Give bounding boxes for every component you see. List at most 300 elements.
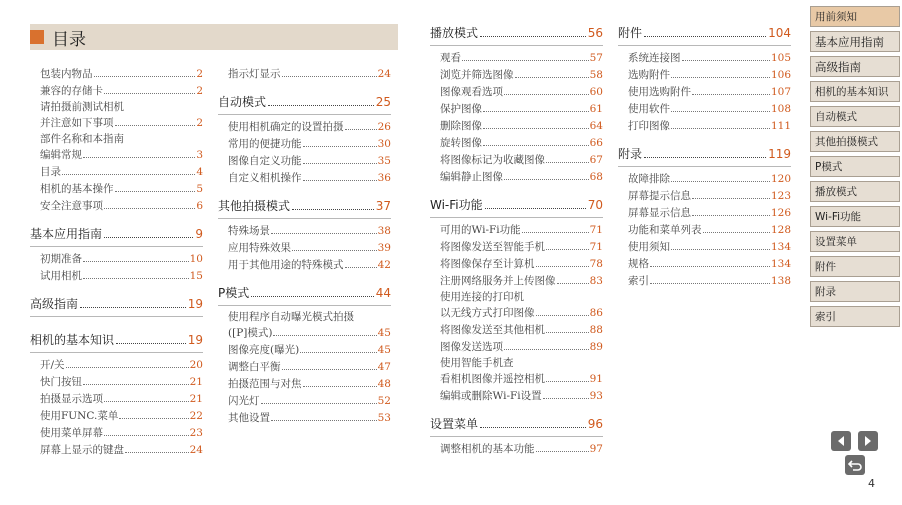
toc-entry-label: 编辑或删除Wi-Fi设置 bbox=[440, 390, 542, 402]
section-heading[interactable] bbox=[30, 331, 203, 348]
toc-entry-page: 10 bbox=[189, 253, 203, 265]
leader-dots bbox=[273, 335, 376, 336]
leader-dots bbox=[703, 232, 770, 233]
section-heading[interactable] bbox=[430, 196, 603, 213]
section-heading-label: 高级指南 bbox=[30, 297, 79, 311]
toc-entry[interactable] bbox=[30, 181, 203, 198]
section-page-number: 9 bbox=[195, 227, 203, 241]
toc-entry-page: 97 bbox=[589, 443, 603, 455]
toc-entry-page: 36 bbox=[377, 172, 391, 184]
toc-entry[interactable] bbox=[618, 256, 791, 273]
toc-entry-page: 53 bbox=[377, 412, 391, 424]
toc-entry[interactable] bbox=[30, 115, 203, 132]
leader-dots bbox=[671, 128, 770, 129]
toc-entry[interactable] bbox=[618, 50, 791, 67]
leader-dots bbox=[483, 145, 589, 146]
leader-dots bbox=[303, 180, 377, 181]
leader-dots bbox=[671, 111, 770, 112]
toc-entry-line: 部件名称和本指南 bbox=[40, 133, 124, 145]
section-heading[interactable] bbox=[430, 415, 603, 432]
section-heading-label: Wi-Fi功能 bbox=[430, 198, 483, 212]
leader-dots bbox=[345, 129, 377, 130]
toc-entry[interactable] bbox=[218, 376, 391, 393]
toc-entry-page: 45 bbox=[377, 344, 391, 356]
sidebar-tab[interactable]: P模式 bbox=[810, 156, 900, 177]
toc-entry-page: 2 bbox=[196, 117, 203, 129]
section-heading[interactable] bbox=[218, 284, 391, 301]
leader-dots bbox=[66, 367, 189, 368]
section-heading[interactable] bbox=[30, 295, 203, 312]
leader-dots bbox=[94, 76, 196, 77]
toc-entry[interactable] bbox=[30, 391, 203, 408]
toc-entry[interactable] bbox=[618, 101, 791, 118]
leader-dots bbox=[480, 427, 586, 428]
section-heading[interactable] bbox=[430, 24, 603, 41]
toc-entry[interactable] bbox=[218, 240, 391, 257]
toc-entry-page: 83 bbox=[589, 275, 603, 287]
section-page-number: 44 bbox=[375, 286, 391, 300]
section-gap bbox=[30, 321, 203, 331]
section-page-number: 19 bbox=[187, 297, 203, 311]
toc-entry-page: 105 bbox=[770, 52, 791, 64]
leader-dots bbox=[292, 209, 374, 210]
toc-entry[interactable] bbox=[430, 101, 603, 118]
leader-dots bbox=[692, 94, 770, 95]
toc-entry[interactable] bbox=[30, 374, 203, 391]
section-gap bbox=[218, 274, 391, 284]
leader-dots bbox=[650, 266, 770, 267]
toc-entry-label: ([P]模式) bbox=[228, 327, 273, 339]
toc-entry[interactable] bbox=[618, 67, 791, 84]
toc-entry-page: 107 bbox=[770, 86, 791, 98]
toc-entry-label: 屏幕上显示的键盘 bbox=[40, 444, 124, 456]
triangle-left-icon bbox=[835, 435, 847, 447]
toc-entry[interactable] bbox=[618, 188, 791, 205]
leader-dots bbox=[83, 261, 189, 262]
section-heading-label: P模式 bbox=[218, 286, 250, 300]
toc-entry-page: 48 bbox=[377, 378, 391, 390]
toc-entry-page: 66 bbox=[589, 137, 603, 149]
section-heading-label: 设置菜单 bbox=[430, 417, 479, 431]
toc-entry[interactable] bbox=[30, 164, 203, 181]
toc-entry-page: 111 bbox=[770, 120, 791, 132]
toc-entry-page: 20 bbox=[189, 359, 203, 371]
toc-entry-page: 38 bbox=[377, 225, 391, 237]
toc-entry[interactable] bbox=[430, 152, 603, 169]
sidebar-tab[interactable]: 用前须知 bbox=[810, 6, 900, 27]
toc-entry-page: 6 bbox=[196, 200, 203, 212]
toc-entry-page: 58 bbox=[589, 69, 603, 81]
section-heading[interactable] bbox=[618, 24, 791, 41]
toc-entry-page: 134 bbox=[770, 258, 791, 270]
leader-dots bbox=[115, 191, 196, 192]
section-divider bbox=[430, 45, 603, 46]
toc-entry[interactable] bbox=[30, 408, 203, 425]
toc-entry-page: 47 bbox=[377, 361, 391, 373]
toc-entry-page: 30 bbox=[377, 138, 391, 150]
section-page-number: 25 bbox=[375, 95, 391, 109]
section-page-number: 70 bbox=[587, 198, 603, 212]
leader-dots bbox=[546, 332, 589, 333]
sidebar-nav bbox=[810, 6, 900, 331]
toc-entry[interactable] bbox=[618, 239, 791, 256]
toc-entry[interactable] bbox=[218, 257, 391, 274]
section-heading[interactable] bbox=[30, 225, 203, 242]
toc-entry-label: 规格 bbox=[628, 258, 649, 270]
toc-entry-label: 闪光灯 bbox=[228, 395, 260, 407]
toc-entry[interactable] bbox=[430, 322, 603, 339]
toc-entry-page: 86 bbox=[589, 307, 603, 319]
toc-entry[interactable] bbox=[430, 222, 603, 239]
toc-entry[interactable] bbox=[218, 410, 391, 427]
toc-entry-label: 索引 bbox=[628, 275, 649, 287]
leader-dots bbox=[522, 232, 589, 233]
leader-dots bbox=[80, 307, 186, 308]
toc-entry-label: 可用的Wi-Fi功能 bbox=[440, 224, 521, 236]
leader-dots bbox=[536, 315, 589, 316]
toc-entry-page: 22 bbox=[189, 410, 203, 422]
sidebar-tab[interactable]: 其他拍摄模式 bbox=[810, 131, 900, 152]
toc-entry-page: 67 bbox=[589, 154, 603, 166]
toc-entry-label: 应用特殊效果 bbox=[228, 242, 291, 254]
leader-dots bbox=[543, 398, 589, 399]
section-gap bbox=[218, 83, 391, 93]
toc-entry[interactable] bbox=[430, 388, 603, 405]
triangle-right-icon bbox=[862, 435, 874, 447]
leader-dots bbox=[557, 283, 589, 284]
toc-entry[interactable] bbox=[430, 84, 603, 101]
toc-entry-label: 保护图像 bbox=[440, 103, 482, 115]
toc-entry[interactable] bbox=[618, 118, 791, 135]
toc-entry-page: 108 bbox=[770, 103, 791, 115]
toc-entry[interactable] bbox=[618, 171, 791, 188]
leader-dots bbox=[83, 157, 195, 158]
toc-entry-page: 15 bbox=[189, 270, 203, 282]
section-gap bbox=[430, 186, 603, 196]
toc-entry-label: 用于其他用途的特殊模式 bbox=[228, 259, 344, 271]
sidebar-tab[interactable]: 播放模式 bbox=[810, 181, 900, 202]
leader-dots bbox=[682, 60, 770, 61]
leader-dots bbox=[115, 125, 196, 126]
toc-entry[interactable] bbox=[218, 136, 391, 153]
toc-entry-page: 71 bbox=[589, 224, 603, 236]
next-page-button[interactable] bbox=[858, 431, 878, 451]
page-title: 目录 bbox=[52, 29, 86, 50]
leader-dots bbox=[271, 233, 377, 234]
leader-dots bbox=[650, 283, 770, 284]
back-button[interactable] bbox=[845, 455, 865, 475]
toc-entry-page: 3 bbox=[196, 149, 203, 161]
sidebar-tab[interactable]: Wi-Fi功能 bbox=[810, 206, 900, 227]
toc-entry[interactable] bbox=[430, 371, 603, 388]
sidebar-tab[interactable]: 附录 bbox=[810, 281, 900, 302]
toc-entry-page: 106 bbox=[770, 69, 791, 81]
sidebar-tab[interactable]: 自动模式 bbox=[810, 106, 900, 127]
section-gap bbox=[218, 187, 391, 197]
section-page-number: 96 bbox=[587, 417, 603, 431]
leader-dots bbox=[692, 198, 770, 199]
sidebar-tab[interactable]: 设置菜单 bbox=[810, 231, 900, 252]
toc-entry[interactable] bbox=[30, 268, 203, 285]
toc-entry-page: 4 bbox=[196, 166, 203, 178]
toc-entry-label: 包装内物品 bbox=[40, 68, 93, 80]
leader-dots bbox=[546, 249, 589, 250]
leader-dots bbox=[303, 163, 377, 164]
toc-entry-label: 看相机图像并遥控相机 bbox=[440, 373, 545, 385]
toc-entry-label: 指示灯显示 bbox=[228, 68, 281, 80]
section-gap bbox=[618, 135, 791, 145]
toc-entry-page: 35 bbox=[377, 155, 391, 167]
toc-entry-page: 61 bbox=[589, 103, 603, 115]
leader-dots bbox=[303, 146, 377, 147]
toc-entry-label: 将图像发送至其他相机 bbox=[440, 324, 545, 336]
sidebar-tab[interactable]: 附件 bbox=[810, 256, 900, 277]
toc-entry-label: 使用FUNC.菜单 bbox=[40, 410, 119, 422]
toc-entry-label: 开/关 bbox=[40, 359, 65, 371]
toc-entry-label: 编辑静止图像 bbox=[440, 171, 503, 183]
toc-entry-page: 126 bbox=[770, 207, 791, 219]
toc-entry[interactable] bbox=[30, 66, 203, 83]
toc-entry[interactable] bbox=[618, 273, 791, 290]
toc-entry[interactable] bbox=[218, 119, 391, 136]
leader-dots bbox=[300, 352, 376, 353]
leader-dots bbox=[462, 60, 589, 61]
toc-entry-page: 128 bbox=[770, 224, 791, 236]
toc-entry[interactable] bbox=[30, 147, 203, 164]
leader-dots bbox=[268, 105, 374, 106]
leader-dots bbox=[671, 249, 770, 250]
toc-entry-label: 使用选购附件 bbox=[628, 86, 691, 98]
toc-entry-page: 134 bbox=[770, 241, 791, 253]
toc-entry[interactable] bbox=[430, 118, 603, 135]
toc-entry[interactable] bbox=[430, 441, 603, 458]
toc-entry-line: 使用智能手机查 bbox=[440, 357, 514, 369]
leader-dots bbox=[104, 93, 195, 94]
toc-entry[interactable] bbox=[618, 84, 791, 101]
section-divider bbox=[218, 114, 391, 115]
toc-column-3 bbox=[430, 24, 603, 458]
prev-page-button[interactable] bbox=[831, 431, 851, 451]
section-heading[interactable] bbox=[218, 197, 391, 214]
leader-dots bbox=[483, 111, 589, 112]
section-page-number: 104 bbox=[768, 26, 791, 40]
toc-entry-page: 88 bbox=[589, 324, 603, 336]
section-heading[interactable] bbox=[218, 93, 391, 110]
toc-entry-page: 23 bbox=[189, 427, 203, 439]
section-heading-label: 附录 bbox=[618, 147, 643, 161]
leader-dots bbox=[345, 267, 377, 268]
section-page-number: 56 bbox=[587, 26, 603, 40]
section-heading-label: 自动模式 bbox=[218, 95, 267, 109]
leader-dots bbox=[644, 157, 766, 158]
leader-dots bbox=[671, 181, 770, 182]
toc-entry-label: 打印图像 bbox=[628, 120, 670, 132]
toc-entry-label: 故障排除 bbox=[628, 173, 670, 185]
toc-entry[interactable] bbox=[430, 239, 603, 256]
leader-dots bbox=[125, 452, 189, 453]
toc-entry[interactable] bbox=[430, 256, 603, 273]
toc-entry-label: 浏览并筛选图像 bbox=[440, 69, 514, 81]
toc-entry-page: 26 bbox=[377, 121, 391, 133]
toc-entry[interactable] bbox=[30, 442, 203, 459]
leader-dots bbox=[104, 401, 189, 402]
toc-entry[interactable] bbox=[618, 222, 791, 239]
section-divider bbox=[30, 316, 203, 317]
leader-dots bbox=[83, 384, 189, 385]
toc-column-1 bbox=[30, 66, 203, 459]
toc-entry-page: 52 bbox=[377, 395, 391, 407]
toc-entry[interactable] bbox=[430, 169, 603, 186]
leader-dots bbox=[282, 369, 377, 370]
toc-entry-page: 21 bbox=[189, 393, 203, 405]
toc-column-4 bbox=[618, 24, 791, 290]
toc-entry-page: 123 bbox=[770, 190, 791, 202]
leader-dots bbox=[483, 128, 589, 129]
leader-dots bbox=[292, 250, 377, 251]
toc-entry[interactable] bbox=[218, 66, 391, 83]
toc-entry-label: 观看 bbox=[440, 52, 461, 64]
section-divider bbox=[218, 218, 391, 219]
toc-entry-label: 使用软件 bbox=[628, 103, 670, 115]
toc-entry-label: 图像自定义功能 bbox=[228, 155, 302, 167]
toc-entry[interactable] bbox=[30, 357, 203, 374]
toc-entry-label: 使用菜单屏幕 bbox=[40, 427, 103, 439]
toc-entry[interactable] bbox=[430, 67, 603, 84]
leader-dots bbox=[644, 36, 766, 37]
toc-entry-label: 图像发送选项 bbox=[440, 341, 503, 353]
section-divider bbox=[430, 436, 603, 437]
toc-entry[interactable] bbox=[430, 305, 603, 322]
toc-entry-label: 将图像保存至计算机 bbox=[440, 258, 535, 270]
toc-entry-label: 将图像标记为收藏图像 bbox=[440, 154, 545, 166]
leader-dots bbox=[303, 386, 377, 387]
toc-entry-label: 初期准备 bbox=[40, 253, 82, 265]
sidebar-tab[interactable]: 基本应用指南 bbox=[810, 31, 900, 52]
leader-dots bbox=[119, 418, 188, 419]
toc-entry-page: 2 bbox=[196, 68, 203, 80]
toc-entry[interactable] bbox=[218, 325, 391, 342]
leader-dots bbox=[271, 420, 377, 421]
toc-entry-label: 以无线方式打印图像 bbox=[440, 307, 535, 319]
toc-entry[interactable] bbox=[218, 359, 391, 376]
toc-entry-label: 系统连接图 bbox=[628, 52, 681, 64]
toc-entry-line: 使用程序自动曝光模式拍摄 bbox=[228, 311, 354, 323]
toc-entry-label: 注册网络服务并上传图像 bbox=[440, 275, 556, 287]
toc-entry-label: 拍摄范围与对焦 bbox=[228, 378, 302, 390]
section-divider bbox=[30, 246, 203, 247]
toc-entry-label: 兼容的存储卡 bbox=[40, 85, 103, 97]
leader-dots bbox=[480, 36, 586, 37]
section-gap bbox=[30, 285, 203, 295]
toc-entry[interactable] bbox=[30, 198, 203, 215]
toc-entry[interactable] bbox=[218, 170, 391, 187]
toc-entry-label: 功能和菜单列表 bbox=[628, 224, 702, 236]
toc-entry-label: 屏幕显示信息 bbox=[628, 207, 691, 219]
leader-dots bbox=[104, 208, 195, 209]
toc-entry[interactable] bbox=[430, 339, 603, 356]
toc-entry-page: 45 bbox=[377, 327, 391, 339]
toc-entry-label: 编辑常规 bbox=[40, 149, 82, 161]
toc-column-2 bbox=[218, 66, 391, 427]
section-heading-label: 播放模式 bbox=[430, 26, 479, 40]
section-divider bbox=[30, 352, 203, 353]
toc-entry[interactable] bbox=[618, 205, 791, 222]
leader-dots bbox=[671, 77, 770, 78]
toc-entry-label: 试用相机 bbox=[40, 270, 82, 282]
toc-entry-label: 删除图像 bbox=[440, 120, 482, 132]
toc-entry-page: 138 bbox=[770, 275, 791, 287]
toc-entry-label: 快门按钮 bbox=[40, 376, 82, 388]
sidebar-tab[interactable]: 相机的基本知识 bbox=[810, 81, 900, 102]
toc-entry-label: 常用的便捷功能 bbox=[228, 138, 302, 150]
toc-entry[interactable] bbox=[218, 153, 391, 170]
title-square-icon bbox=[30, 30, 44, 44]
toc-entry[interactable] bbox=[30, 425, 203, 442]
toc-entry-page: 5 bbox=[196, 183, 203, 195]
toc-entry-page: 24 bbox=[377, 68, 391, 80]
toc-entry-label: 使用相机确定的设置拍摄 bbox=[228, 121, 344, 133]
toc-entry-page: 91 bbox=[589, 373, 603, 385]
toc-entry[interactable] bbox=[218, 393, 391, 410]
leader-dots bbox=[116, 343, 186, 344]
toc-entry[interactable] bbox=[218, 342, 391, 359]
leader-dots bbox=[536, 451, 589, 452]
return-arrow-icon bbox=[848, 459, 862, 471]
leader-dots bbox=[515, 77, 589, 78]
toc-entry[interactable] bbox=[430, 50, 603, 67]
section-gap bbox=[430, 405, 603, 415]
toc-entry[interactable] bbox=[430, 135, 603, 152]
sidebar-tab[interactable]: 高级指南 bbox=[810, 56, 900, 77]
section-heading[interactable] bbox=[618, 145, 791, 162]
toc-entry-label: 屏幕提示信息 bbox=[628, 190, 691, 202]
toc-entry[interactable] bbox=[218, 223, 391, 240]
leader-dots bbox=[546, 162, 589, 163]
toc-entry-page: 57 bbox=[589, 52, 603, 64]
toc-entry-line: 请拍摄前测试相机 bbox=[40, 101, 124, 113]
section-divider bbox=[618, 166, 791, 167]
leader-dots bbox=[261, 403, 377, 404]
toc-title-bar bbox=[30, 24, 398, 50]
page-number: 4 bbox=[868, 477, 875, 490]
leader-dots bbox=[536, 266, 589, 267]
toc-entry-label: 使用须知 bbox=[628, 241, 670, 253]
leader-dots bbox=[282, 76, 377, 77]
toc-entry-label: 图像亮度(曝光) bbox=[228, 344, 300, 356]
toc-entry[interactable] bbox=[30, 83, 203, 100]
toc-entry[interactable] bbox=[430, 273, 603, 290]
sidebar-tab[interactable]: 索引 bbox=[810, 306, 900, 327]
leader-dots bbox=[504, 179, 589, 180]
section-page-number: 37 bbox=[375, 199, 391, 213]
toc-entry-page: 71 bbox=[589, 241, 603, 253]
toc-entry-label: 选购附件 bbox=[628, 69, 670, 81]
toc-entry-label: 安全注意事项 bbox=[40, 200, 103, 212]
toc-entry-label: 相机的基本操作 bbox=[40, 183, 114, 195]
toc-entry-label: 特殊场景 bbox=[228, 225, 270, 237]
leader-dots bbox=[546, 381, 589, 382]
toc-entry-page: 21 bbox=[189, 376, 203, 388]
toc-entry-line: 使用连接的打印机 bbox=[440, 291, 524, 303]
toc-entry-label: 其他设置 bbox=[228, 412, 270, 424]
toc-entry-page: 42 bbox=[377, 259, 391, 271]
leader-dots bbox=[251, 296, 373, 297]
leader-dots bbox=[83, 278, 189, 279]
section-divider bbox=[430, 217, 603, 218]
toc-entry-page: 24 bbox=[189, 444, 203, 456]
section-heading-label: 附件 bbox=[618, 26, 643, 40]
toc-entry[interactable] bbox=[30, 251, 203, 268]
